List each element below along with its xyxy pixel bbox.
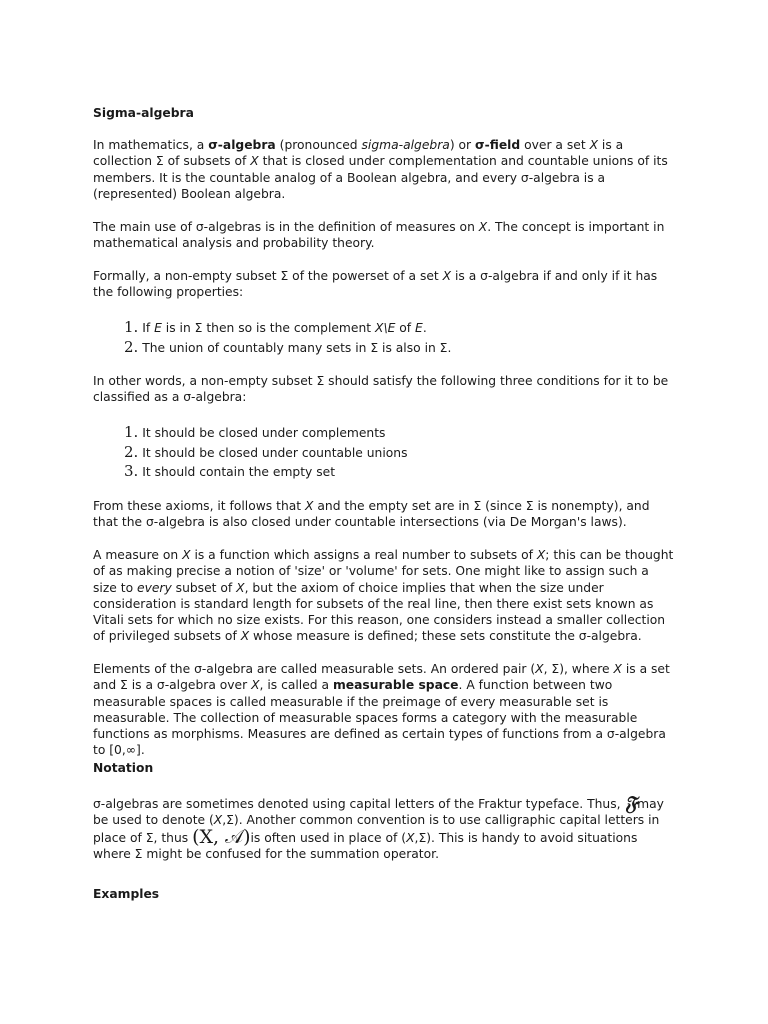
list-number: 2. <box>124 337 139 356</box>
list-number: 3. <box>124 462 139 480</box>
other-words-paragraph: In other words, a non-empty subset Σ should satisfy the following three conditions for it to be classified as a σ-algebra: <box>93 374 669 405</box>
conditions-list <box>124 423 684 482</box>
notation-paragraph <box>93 791 675 862</box>
bold-term: σ-field <box>475 138 521 152</box>
elements-paragraph <box>93 661 675 759</box>
text: is a collection Σ of subsets of <box>93 138 624 169</box>
text: A measure on <box>93 548 183 562</box>
text: is often used in place of ( <box>250 830 407 845</box>
list-number: 1. <box>124 318 139 336</box>
text: σ-algebras are sometimes denoted using capital letters of the Fraktur typeface. Thus, <box>93 797 625 811</box>
math-var: X <box>535 662 544 676</box>
text: ) or <box>449 138 476 152</box>
math-var: X <box>613 662 622 676</box>
math-var: X <box>589 138 599 152</box>
math-var: X <box>305 499 314 513</box>
text: ; this can be thought of as making precise a notion of 'size' or 'volume' for sets. One might like to assign such a size to <box>93 548 674 595</box>
text: , but the axiom of choice implies that when the size under consideration is standard length for subsets of the real line, then there exist sets known as Vitali sets for which no size exists. For this reason, one considers instead a smaller collection of privileged subsets of <box>93 580 666 644</box>
page-title: Sigma-algebra <box>93 106 194 120</box>
list-item <box>124 462 684 482</box>
text: may be used to denote ( <box>93 797 664 828</box>
math-var: X <box>213 813 223 828</box>
math-var: X <box>478 220 488 234</box>
main-use-paragraph <box>93 219 675 252</box>
text: is in Σ then so is the complement <box>161 321 375 335</box>
text: ,Σ). Another common convention is to use calligraphic capital letters in place of Σ, thus <box>93 813 660 845</box>
italic-term: every <box>137 580 172 595</box>
notation-heading: Notation <box>93 761 154 775</box>
italic-term: sigma-algebra <box>361 138 450 152</box>
math-var: X <box>251 678 260 693</box>
examples-heading: Examples <box>93 887 160 901</box>
math-var: X <box>240 629 250 644</box>
math-var: X <box>536 548 546 562</box>
math-var: X <box>236 580 245 595</box>
bold-term: σ-algebra <box>208 138 276 152</box>
axioms-paragraph <box>93 498 675 531</box>
list-text: It should be closed under complements <box>142 426 386 440</box>
math-var: X <box>250 154 259 169</box>
formally-paragraph <box>93 268 675 301</box>
text: is a function which assigns a real number to subsets of <box>190 548 537 562</box>
text: is a set and Σ is a σ-algebra over <box>93 662 670 693</box>
text: . The concept is important in mathematical analysis and probability theory. <box>93 220 665 251</box>
text: If <box>142 321 155 335</box>
math-var: X <box>375 321 384 335</box>
list-item <box>124 318 684 338</box>
list-text: The union of countably many sets in Σ is also in Σ. <box>142 340 452 355</box>
text: is a σ-algebra if and only if it has the following properties: <box>93 269 658 300</box>
math-var: X <box>442 269 452 283</box>
math-var: E <box>387 321 396 335</box>
list-item <box>124 423 684 443</box>
text: (pronounced <box>275 138 362 152</box>
math-var: X <box>182 548 191 562</box>
list-item <box>124 443 684 463</box>
math-var: X <box>406 830 415 845</box>
text: . A function between two measurable spaces is called measurable if the preimage of every measurable set is measurable. The collection of measurable spaces forms a category with the measurable functions as morphisms. Measures are defined as certain types of functions from a σ-algebra to [0,∞]. <box>93 678 666 758</box>
text: of <box>395 321 416 335</box>
math-op: \ <box>383 321 388 335</box>
math-formula: (X, 𝒜) <box>192 825 251 848</box>
text: Formally, a non-empty subset Σ of the powerset of a set <box>93 269 443 283</box>
text: and the empty set are in Σ (since Σ is nonempty), and that the σ-algebra is also closed under countable intersections (via De Morgan's laws). <box>93 499 650 530</box>
text: In mathematics, a <box>93 138 209 152</box>
text: ,Σ). This is handy to avoid situations where Σ might be confused for the summation operator. <box>93 830 638 861</box>
text: The main use of σ-algebras is in the definition of measures on <box>93 220 479 234</box>
math-var: E <box>154 321 162 335</box>
text: that is closed under complementation and countable unions of its members. It is the countable analog of a Boolean algebra, and every σ-algebra is a (represented) Boolean algebra. <box>93 154 668 201</box>
text: over a set <box>520 138 590 152</box>
measure-paragraph <box>93 547 675 645</box>
fraktur-symbol: 𝔉 <box>624 791 638 815</box>
text: From these axioms, it follows that <box>93 499 306 513</box>
list-text: It should be closed under countable unions <box>142 445 408 460</box>
text: subset of <box>171 580 237 595</box>
list-text <box>142 321 427 335</box>
math-var: E <box>415 321 423 335</box>
text: , is called a <box>259 678 333 693</box>
list-number: 2. <box>124 442 139 461</box>
list-item <box>124 338 684 358</box>
text: Elements of the σ-algebra are called measurable sets. An ordered pair ( <box>93 662 536 676</box>
text: whose measure is defined; these sets constitute the σ-algebra. <box>249 629 642 644</box>
properties-list <box>124 318 684 357</box>
intro-paragraph <box>93 137 675 202</box>
text: . <box>422 321 427 335</box>
list-number: 1. <box>124 423 139 441</box>
text: , Σ), where <box>543 662 614 676</box>
list-text: It should contain the empty set <box>142 465 336 479</box>
bold-term: measurable space <box>332 678 459 693</box>
